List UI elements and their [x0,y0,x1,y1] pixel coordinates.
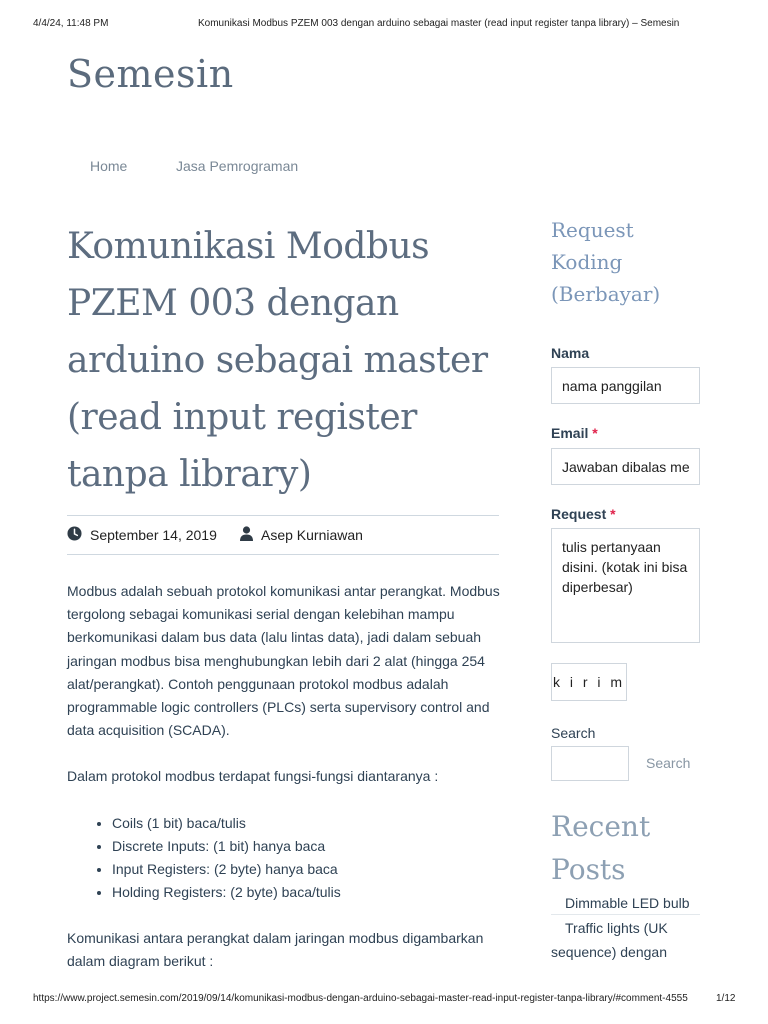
user-icon [240,526,253,544]
post-title: Komunikasi Modbus PZEM 003 dengan arduino sebagai master (read input register tanpa library) [67,226,488,495]
list-item: • Input Registers: (2 byte) hanya baca [112,858,507,881]
site-title[interactable]: Semesin [67,52,234,96]
search-label: Search [551,725,596,741]
request-textarea[interactable]: tulis pertanyaan disini. (kotak ini bisa diperbesar) [551,528,700,643]
nama-input[interactable]: nama panggilan [551,367,700,404]
print-doc-title: Komunikasi Modbus PZEM 003 dengan arduino sebagai master (read input register tanpa library) – Semesin [198,18,680,29]
required-mark: * [610,506,616,522]
email-input[interactable]: Jawaban dibalas me [551,448,700,485]
paragraph-intro: Modbus adalah sebuah protokol komunikasi antar perangkat. Modbus tergolong sebagai komunikasi serial dengan kelebihan mampu berkomunikasi dalam bus data (lalu lintas data), jadi dalam sebuah jaringan modbus bisa menghubungkan lebih dari 2 alat (hingga 254 alat/perangkat). Contoh penggunaan protokol modbus adalah programmable logic controllers (PLCs) serta supervisory control and data acquisition (SCADA). [67,583,500,739]
search-button[interactable]: Search [646,755,691,771]
request-label: Request * [551,506,616,522]
function-list [67,812,507,904]
recent-posts-title: Recent Posts [551,810,651,886]
search-input[interactable] [551,746,629,781]
print-datetime: 4/4/24, 11:48 PM [33,18,109,29]
meta-divider-bottom [67,554,499,555]
request-widget-title: Request Koding (Berbayar) [551,218,661,306]
list-item: • Discrete Inputs: (1 bit) hanya baca [112,835,507,858]
post-author-text[interactable]: Asep Kurniawan [261,527,363,543]
post-author [240,526,363,544]
recent-post-link[interactable]: Dimmable LED bulb [565,895,690,911]
paragraph-functions: Dalam protokol modbus terdapat fungsi-fungsi diantaranya : [67,768,439,785]
paragraph-diagram: Komunikasi antara perangkat dalam jaringan modbus digambarkan dalam diagram berikut : [67,929,484,969]
nav-jasa-pemrograman[interactable]: Jasa Pemrograman [176,158,299,174]
post-date-text[interactable]: September 14, 2019 [90,527,217,543]
required-mark: * [592,425,598,441]
clock-icon [67,526,82,544]
print-page-number: 1/12 [716,993,736,1004]
meta-divider-top [67,515,499,516]
email-label: Email * [551,425,598,441]
nav-home[interactable]: Home [90,158,128,174]
list-item: • Coils (1 bit) baca/tulis [112,812,507,835]
print-url: https://www.project.semesin.com/2019/09/14/komunikasi-modbus-dengan-arduino-sebagai-master-read-input-register-tanpa-library/#comment-4555 [33,993,688,1004]
post-content [67,580,507,973]
post-date [67,526,217,544]
kirim-button[interactable]: k i r i m [551,663,627,701]
nama-label: Nama [551,345,590,361]
recent-post-link[interactable]: Traffic lights (UK sequence) dengan [551,920,668,960]
list-item: • Holding Registers: (2 byte) baca/tulis [112,881,507,904]
recent-divider [551,914,700,915]
